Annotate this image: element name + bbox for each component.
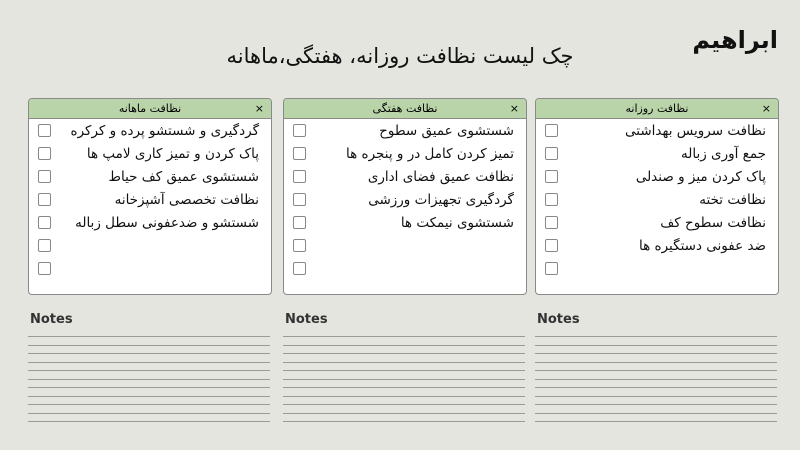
checklist-item [29,211,271,234]
checkbox[interactable] [293,193,306,206]
checkbox[interactable] [293,262,306,275]
note-line[interactable] [28,387,270,388]
checkbox[interactable] [545,124,558,137]
checklist-item [284,188,526,211]
checkbox[interactable] [38,239,51,252]
checkbox[interactable] [38,147,51,160]
close-icon[interactable]: × [509,102,519,115]
checklist-item [29,119,271,142]
checkbox[interactable] [545,216,558,229]
note-line[interactable] [28,421,270,422]
notes-heading: Notes [30,312,73,327]
note-line[interactable] [535,387,777,388]
checkbox[interactable] [293,147,306,160]
checkbox[interactable] [545,170,558,183]
note-line[interactable] [283,379,525,380]
checkbox[interactable] [293,170,306,183]
panel-title: نظافت ماهانه [118,102,182,115]
checklist-item [536,234,778,257]
checklist-item [29,234,271,257]
checklist-item [29,188,271,211]
checklist-item [284,257,526,280]
checklist-item [284,119,526,142]
checklist-item [29,165,271,188]
item-label: نظافت سرویس بهداشتی [625,122,766,139]
note-line[interactable] [535,413,777,414]
note-line[interactable] [28,379,270,380]
checklist-item [536,119,778,142]
checklist-item [284,142,526,165]
checklist-weekly [283,98,527,295]
item-label: تمیز کردن کامل در و پنجره ها [346,145,514,162]
checkbox[interactable] [38,216,51,229]
item-label: پاک کردن میز و صندلی [635,168,766,185]
note-line[interactable] [535,421,777,422]
item-label: نظافت سطوح کف [660,214,766,231]
page-title: چک لیست نظافت روزانه، هفتگی،ماهانه [226,44,574,68]
item-label: پاک کردن و تمیز کاری لامپ ها [86,145,259,162]
checklist-item [29,257,271,280]
panel-title: نظافت روزانه [625,102,689,115]
brand-logo: ابراهیم [692,26,778,54]
item-label: شستشو و ضدعفونی سطل زباله [75,214,259,231]
item-label: نظافت تخته [699,191,766,208]
checklist-item [284,165,526,188]
item-label: گردگیری و شستشو پرده و کرکره [70,122,259,139]
note-line[interactable] [283,336,525,337]
checkbox[interactable] [545,262,558,275]
checklist-item [536,211,778,234]
checkbox[interactable] [545,193,558,206]
note-line[interactable] [535,362,777,363]
note-line[interactable] [283,387,525,388]
close-icon[interactable]: × [254,102,264,115]
item-label: نظافت تخصصی آشپزخانه [114,191,259,208]
panel-title: نظافت هفتگی [372,102,438,115]
panel-header [284,99,526,119]
item-label: نظافت عمیق فضای اداری [367,168,514,185]
note-line[interactable] [28,336,270,337]
note-line[interactable] [28,370,270,371]
item-label: شستشوی عمیق سطوح [379,122,514,139]
notes-section [28,312,270,422]
note-line[interactable] [28,353,270,354]
checklist-item [536,165,778,188]
notes-section [283,312,525,422]
note-line[interactable] [535,404,777,405]
checklist-item [284,234,526,257]
note-line[interactable] [283,421,525,422]
item-label: جمع آوری زباله [680,145,766,162]
note-line[interactable] [283,370,525,371]
checkbox[interactable] [38,193,51,206]
checkbox[interactable] [293,216,306,229]
notes-section [535,312,777,422]
note-line[interactable] [28,396,270,397]
panel-header [536,99,778,119]
note-line[interactable] [535,379,777,380]
notes-heading: Notes [537,312,580,327]
note-line[interactable] [28,413,270,414]
checkbox[interactable] [38,262,51,275]
note-line[interactable] [535,370,777,371]
checkbox[interactable] [293,124,306,137]
close-icon[interactable]: × [761,102,771,115]
checklist-item [536,188,778,211]
checklist-daily [535,98,779,295]
note-line[interactable] [535,345,777,346]
note-line[interactable] [535,396,777,397]
checklist-item [536,142,778,165]
checkbox[interactable] [38,124,51,137]
checkbox[interactable] [545,147,558,160]
note-line[interactable] [28,345,270,346]
note-line[interactable] [535,353,777,354]
panel-header [29,99,271,119]
note-line[interactable] [283,345,525,346]
item-label: ضد عفونی دستگیره ها [639,237,766,254]
checkbox[interactable] [38,170,51,183]
checkbox[interactable] [545,239,558,252]
note-line[interactable] [283,362,525,363]
note-line[interactable] [283,404,525,405]
item-label: گردگیری تجهیزات ورزشی [368,191,514,208]
checklist-item [536,257,778,280]
checkbox[interactable] [293,239,306,252]
note-line[interactable] [28,404,270,405]
note-line[interactable] [535,336,777,337]
notes-heading: Notes [285,312,328,327]
note-line[interactable] [283,353,525,354]
note-line[interactable] [28,362,270,363]
checklist-item [29,142,271,165]
note-line[interactable] [283,413,525,414]
checklist-monthly [28,98,272,295]
checklist-item [284,211,526,234]
item-label: شستشوی نیمکت ها [400,214,514,231]
item-label: شستشوی عمیق کف حیاط [108,168,259,185]
note-line[interactable] [283,396,525,397]
